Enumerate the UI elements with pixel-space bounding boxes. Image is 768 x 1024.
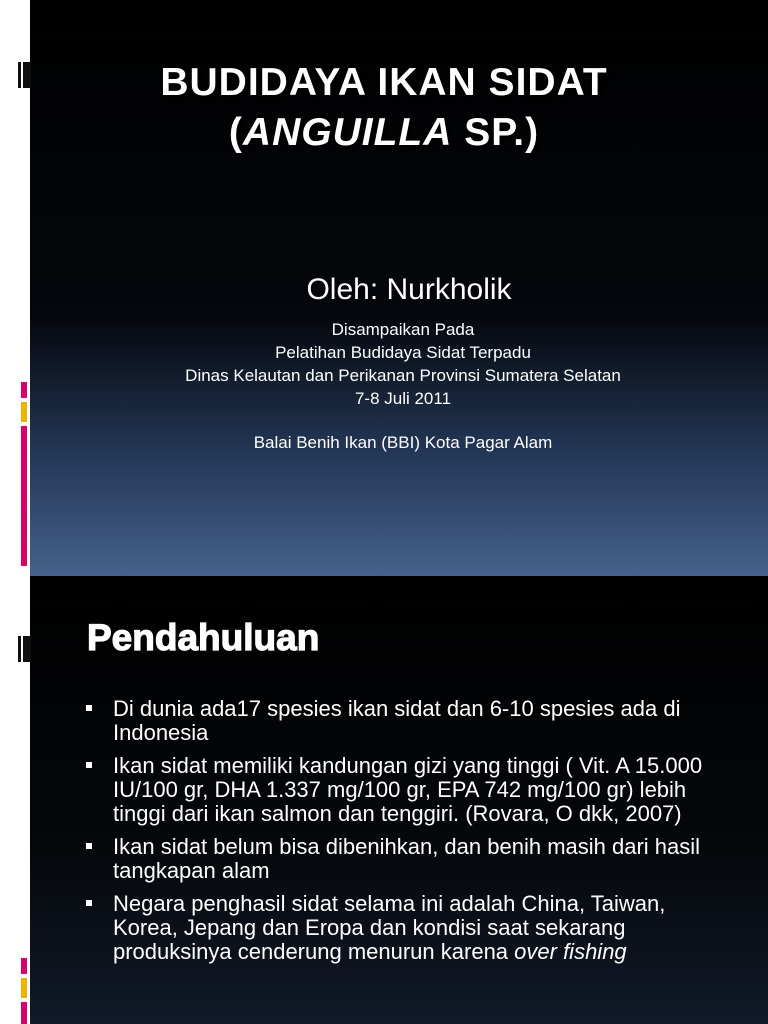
slide-heading: Pendahuluan (87, 617, 320, 658)
bullet-list (84, 697, 724, 973)
list-item: Ikan sidat belum bisa dibenihkan, dan benih masih dari hasil tangkapan alam (84, 835, 724, 883)
title-suffix: SP.) (452, 111, 540, 154)
bullet-square-icon (86, 843, 92, 849)
list-item: Di dunia ada17 spesies ikan sidat dan 6-10 spesies ada di Indonesia (84, 697, 724, 745)
title-paren: ( (228, 111, 243, 154)
list-item: Negara penghasil sidat selama ini adalah China, Taiwan, Korea, Jepang dan Eropa dan kondisi saat sekarang produksinya cenderung menurun karena over fishing (84, 892, 724, 964)
emphasis-text: over fishing (514, 939, 627, 964)
detail-line: 7-8 Juli 2011 (354, 389, 452, 408)
bullet-square-icon (86, 705, 92, 711)
accent-stripe-magenta (21, 958, 27, 974)
bullet-square-icon (86, 900, 92, 906)
title-line-1: BUDIDAYA IKAN SIDAT (160, 61, 608, 104)
detail-line: Pelatihan Budidaya Sidat Terpadu (275, 343, 531, 362)
accent-stripe-magenta (21, 382, 27, 398)
accent-stripe-gold (21, 402, 27, 422)
bullet-square-icon (86, 762, 92, 768)
detail-line: Disampaikan Pada (331, 320, 475, 339)
accent-stripe-magenta-long (21, 426, 27, 566)
list-item: Ikan sidat memiliki kandungan gizi yang tinggi ( Vit. A 15.000 IU/100 gr, DHA 1.337 mg/100 gr, EPA 742 mg/100 gr) lebih tinggi dari ikan salmon dan tenggiri. (Rovara, O dkk, 2007) (84, 754, 724, 826)
detail-line: Dinas Kelautan dan Perikanan Provinsi Sumatera Selatan (185, 366, 621, 385)
slide-marker (18, 636, 31, 662)
title-species: ANGUILLA (242, 111, 453, 154)
venue-line: Balai Benih Ikan (BBI) Kota Pagar Alam (253, 433, 553, 452)
author-line: Oleh: Nurkholik (306, 273, 512, 306)
accent-stripe-magenta-long (21, 1002, 27, 1024)
presentation-details (30, 318, 768, 454)
accent-stripe-gold (21, 978, 27, 998)
slide-title (30, 58, 738, 158)
